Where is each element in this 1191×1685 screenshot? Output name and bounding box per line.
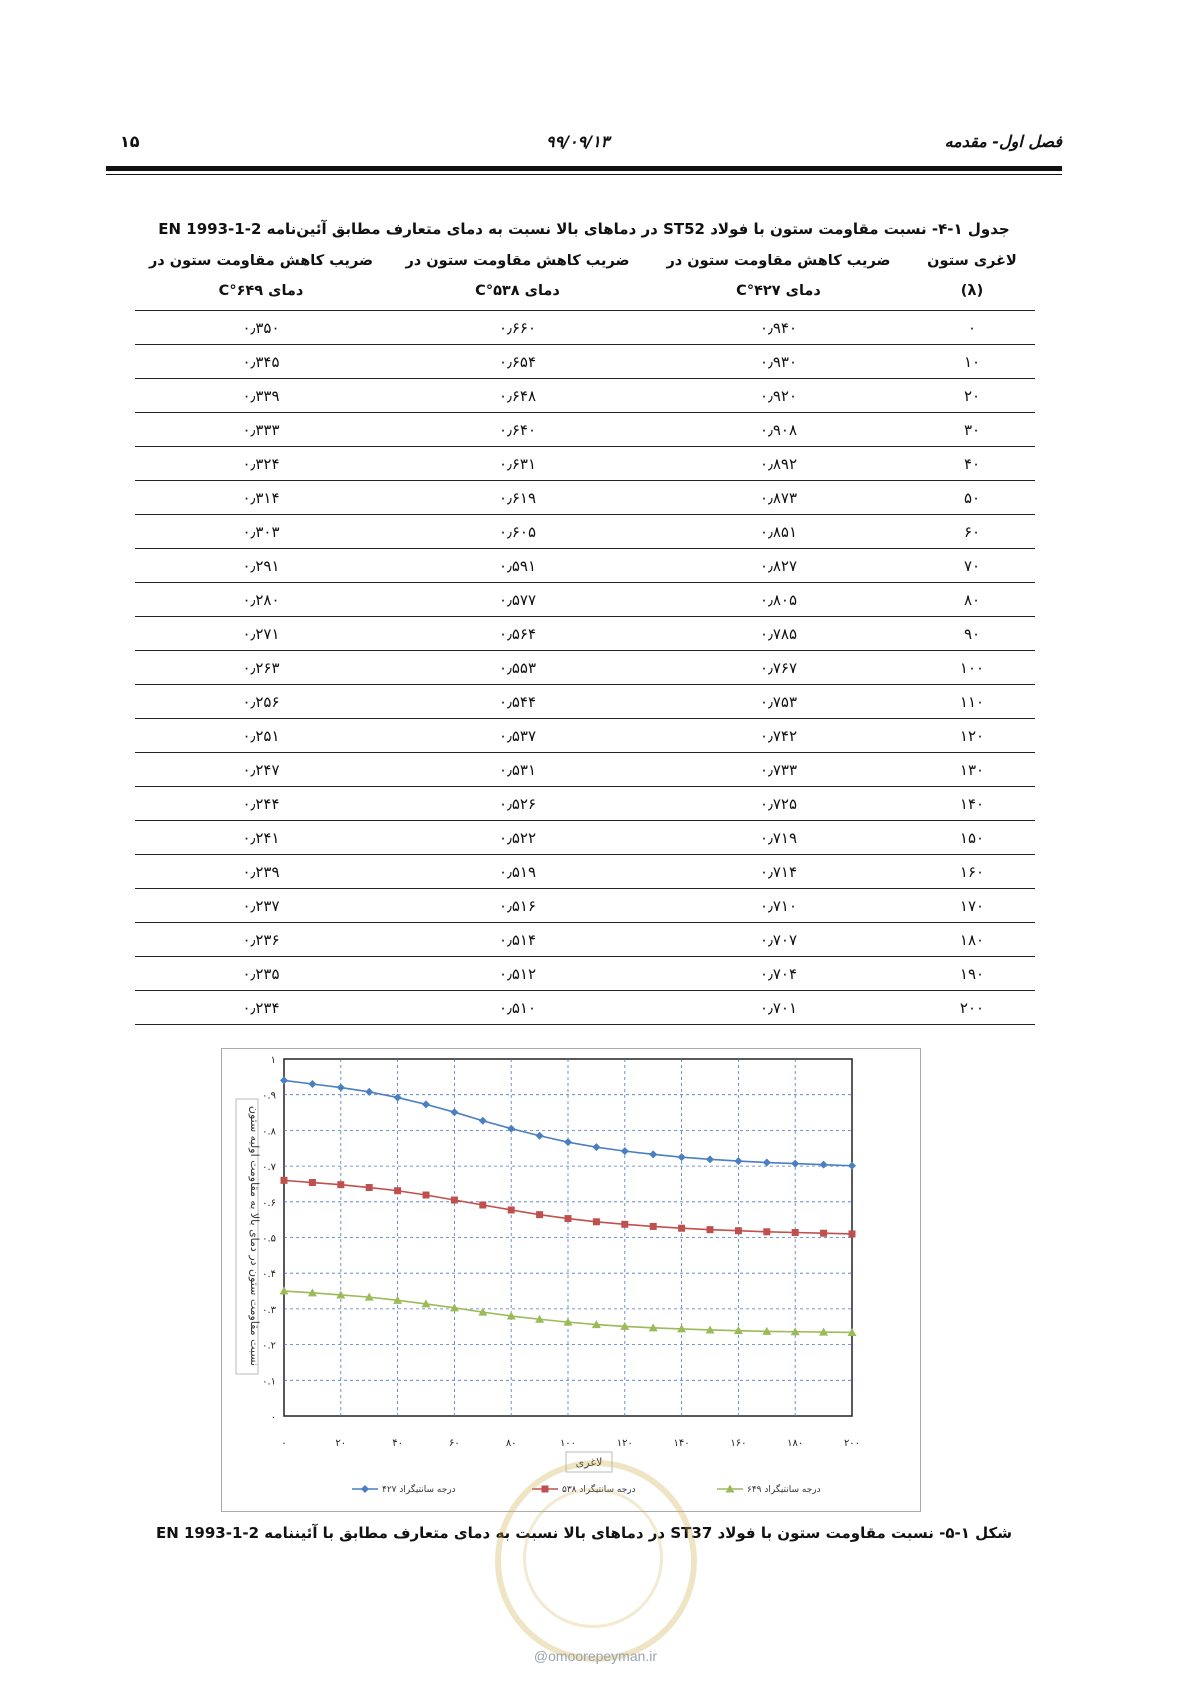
table-cell: ۰٫۵۲۶ [387, 787, 648, 821]
y-tick-label: ۰.۵ [262, 1233, 276, 1245]
table-cell: ۰٫۵۱۰ [387, 991, 648, 1025]
table-cell: ۰ [909, 311, 1035, 345]
data-point [593, 1218, 600, 1225]
table-cell: ۰٫۲۳۵ [135, 957, 387, 991]
table-cell: ۰٫۸۰۵ [648, 583, 909, 617]
data-point [479, 1202, 486, 1209]
y-tick-label: ۰.۱ [262, 1376, 276, 1388]
table-row [135, 583, 1035, 617]
table-cell: ۰٫۶۳۱ [387, 447, 648, 481]
table-cell: ۱۷۰ [909, 889, 1035, 923]
table-row [135, 413, 1035, 447]
table-row [135, 379, 1035, 413]
table-cell: ۰٫۵۱۹ [387, 855, 648, 889]
table-cell: ۰٫۲۴۴ [135, 787, 387, 821]
table-cell: ۱۰ [909, 345, 1035, 379]
table-row [135, 345, 1035, 379]
chart-frame [221, 1048, 921, 1512]
table-row [135, 753, 1035, 787]
data-point [309, 1179, 316, 1186]
table-cell: ۰٫۵۱۲ [387, 957, 648, 991]
table-cell: ۰٫۲۵۱ [135, 719, 387, 753]
table-cell: ۱۲۰ [909, 719, 1035, 753]
legend-label: ۶۴۹ درجه سانتیگراد [747, 1485, 821, 1495]
data-point [366, 1184, 373, 1191]
table-cell: ۰٫۷۴۲ [648, 719, 909, 753]
table-cell: ۹۰ [909, 617, 1035, 651]
table-cell: ۰٫۷۲۵ [648, 787, 909, 821]
table-cell: ۸۰ [909, 583, 1035, 617]
data-point [423, 1192, 430, 1199]
y-tick-label: ۰.۸ [262, 1126, 276, 1138]
table-row [135, 515, 1035, 549]
table-row [135, 719, 1035, 753]
table-header-cell: ضریب کاهش مقاومت ستون در دمای ۵۳۸°C [387, 244, 648, 311]
data-point [394, 1187, 401, 1194]
table-cell: ۷۰ [909, 549, 1035, 583]
table-cell: ۱۱۰ [909, 685, 1035, 719]
stamp-watermark-icon [495, 1460, 697, 1662]
table-cell: ۰٫۶۵۴ [387, 345, 648, 379]
header-date: ۹۹/۰۹/۱۳ [546, 132, 610, 151]
table-cell: ۰٫۷۳۳ [648, 753, 909, 787]
table-cell: ۰٫۶۶۰ [387, 311, 648, 345]
x-tick-label: ۱۴۰ [673, 1438, 690, 1449]
table-cell: ۰٫۷۰۷ [648, 923, 909, 957]
data-point [763, 1228, 770, 1235]
line-chart [222, 1049, 920, 1511]
table-cell: ۰٫۲۶۳ [135, 651, 387, 685]
table-row [135, 821, 1035, 855]
table-cell: ۱۵۰ [909, 821, 1035, 855]
table-cell: ۰٫۷۸۵ [648, 617, 909, 651]
table-cell: ۰٫۷۰۴ [648, 957, 909, 991]
x-tick-label: ۰ [281, 1438, 287, 1449]
y-tick-label: ۰.۳ [262, 1304, 276, 1316]
data-point [281, 1177, 288, 1184]
data-point [451, 1197, 458, 1204]
y-tick-label: ۰.۲ [262, 1340, 276, 1352]
table-row [135, 447, 1035, 481]
header-rule-thick [106, 166, 1062, 171]
table-cell: ۱۸۰ [909, 923, 1035, 957]
table-cell: ۱۳۰ [909, 753, 1035, 787]
table-cell: ۰٫۷۰۱ [648, 991, 909, 1025]
table-row [135, 617, 1035, 651]
figure-caption: شکل ۱-۵- نسبت مقاومت ستون با فولاد ST37 در دماهای بالا نسبت به دمای متعارف مطابق با آئیننامه EN 1993-1-2 [155, 1524, 1013, 1542]
data-point [820, 1230, 827, 1237]
table-cell: ۰٫۲۹۱ [135, 549, 387, 583]
page-header [106, 128, 1066, 158]
table-cell: ۶۰ [909, 515, 1035, 549]
table-header-cell: ضریب کاهش مقاومت ستون در دمای ۶۴۹°C [135, 244, 387, 311]
table-cell: ۰٫۷۶۷ [648, 651, 909, 685]
data-point [650, 1223, 657, 1230]
legend-label: ۴۲۷ درجه سانتیگراد [382, 1485, 456, 1495]
table-row [135, 957, 1035, 991]
data-point [508, 1207, 515, 1214]
table-cell: ۰٫۸۵۱ [648, 515, 909, 549]
y-tick-label: ۰.۷ [262, 1162, 276, 1174]
table-cell: ۲۰ [909, 379, 1035, 413]
table-cell: ۰٫۲۳۹ [135, 855, 387, 889]
table-caption: جدول ۱-۴- نسبت مقاومت ستون با فولاد ST52 در دماهای بالا نسبت به دمای متعارف مطابق آئین‌نامه EN 1993-1-2 [158, 220, 1010, 238]
legend-label: ۵۳۸ درجه سانتیگراد [562, 1485, 636, 1495]
table-cell: ۰٫۵۷۷ [387, 583, 648, 617]
table-row [135, 549, 1035, 583]
table-row [135, 889, 1035, 923]
x-tick-label: ۲۰۰ [843, 1438, 861, 1449]
site-watermark: @omoorepeyman.ir [533, 1648, 658, 1664]
table-cell: ۰٫۲۳۴ [135, 991, 387, 1025]
table-cell: ۰٫۵۳۷ [387, 719, 648, 753]
table-cell: ۰٫۷۵۳ [648, 685, 909, 719]
x-tick-label: ۸۰ [505, 1438, 517, 1449]
table-row [135, 311, 1035, 345]
table-cell: ۵۰ [909, 481, 1035, 515]
data-point [337, 1181, 344, 1188]
y-tick-label: ۰ [270, 1412, 276, 1423]
table-cell: ۰٫۵۲۲ [387, 821, 648, 855]
table-cell: ۰٫۸۹۲ [648, 447, 909, 481]
table-row [135, 685, 1035, 719]
table-cell: ۰٫۷۱۴ [648, 855, 909, 889]
table-cell: ۰٫۵۶۴ [387, 617, 648, 651]
table-cell: ۰٫۸۲۷ [648, 549, 909, 583]
table-row [135, 651, 1035, 685]
table-header-row [135, 244, 1035, 311]
table-cell: ۱۹۰ [909, 957, 1035, 991]
header-rule-thin [106, 174, 1062, 175]
data-table [135, 244, 1035, 1025]
table-cell: ۰٫۹۳۰ [648, 345, 909, 379]
data-point [565, 1215, 572, 1222]
table-cell: ۰٫۵۱۴ [387, 923, 648, 957]
y-tick-label: ۱ [270, 1055, 276, 1066]
table-row [135, 855, 1035, 889]
y-tick-label: ۰.۶ [262, 1197, 276, 1209]
table-header-cell: ضریب کاهش مقاومت ستون در دمای ۴۲۷°C [648, 244, 909, 311]
data-point [735, 1227, 742, 1234]
table-cell: ۰٫۵۵۳ [387, 651, 648, 685]
table-row [135, 787, 1035, 821]
table-cell: ۰٫۹۰۸ [648, 413, 909, 447]
table-cell: ۰٫۶۴۸ [387, 379, 648, 413]
x-tick-label: ۴۰ [392, 1438, 403, 1449]
table-cell: ۱۴۰ [909, 787, 1035, 821]
table-row [135, 481, 1035, 515]
table-cell: ۰٫۲۴۱ [135, 821, 387, 855]
table-cell: ۰٫۳۴۵ [135, 345, 387, 379]
y-tick-label: ۰.۹ [262, 1090, 276, 1102]
table-cell: ۰٫۵۴۴ [387, 685, 648, 719]
table-cell: ۰٫۸۷۳ [648, 481, 909, 515]
table-header-cell: لاغری ستون (λ) [909, 244, 1035, 311]
x-tick-label: ۱۶۰ [730, 1438, 747, 1449]
table-cell: ۳۰ [909, 413, 1035, 447]
y-tick-label: ۰.۴ [262, 1269, 276, 1281]
table-cell: ۰٫۲۷۱ [135, 617, 387, 651]
y-axis-label: نسبت مقاومت ستون در دمای بالا به مقاومت اولیه ستون [248, 1105, 261, 1367]
table-cell: ۰٫۲۵۶ [135, 685, 387, 719]
table-cell: ۰٫۳۳۳ [135, 413, 387, 447]
x-tick-label: ۲۰ [335, 1438, 347, 1449]
table-cell: ۱۶۰ [909, 855, 1035, 889]
table-cell: ۰٫۲۳۶ [135, 923, 387, 957]
legend-marker [361, 1485, 369, 1493]
table-cell: ۲۰۰ [909, 991, 1035, 1025]
table-cell: ۰٫۲۸۰ [135, 583, 387, 617]
table-cell: ۰٫۳۰۳ [135, 515, 387, 549]
table-cell: ۴۰ [909, 447, 1035, 481]
table-cell: ۰٫۵۳۱ [387, 753, 648, 787]
table-cell: ۰٫۵۱۶ [387, 889, 648, 923]
table-cell: ۰٫۹۲۰ [648, 379, 909, 413]
data-point [707, 1226, 714, 1233]
table-cell: ۱۰۰ [909, 651, 1035, 685]
x-tick-label: ۱۲۰ [616, 1438, 633, 1449]
table-cell: ۰٫۳۲۴ [135, 447, 387, 481]
x-tick-label: ۶۰ [449, 1438, 460, 1449]
table-cell: ۰٫۳۳۹ [135, 379, 387, 413]
table-cell: ۰٫۲۴۷ [135, 753, 387, 787]
table-cell: ۰٫۶۰۵ [387, 515, 648, 549]
data-point [621, 1221, 628, 1228]
table-cell: ۰٫۶۴۰ [387, 413, 648, 447]
x-tick-label: ۱۰۰ [559, 1438, 577, 1449]
table-cell: ۰٫۳۱۴ [135, 481, 387, 515]
table-cell: ۰٫۵۹۱ [387, 549, 648, 583]
table-cell: ۰٫۷۱۹ [648, 821, 909, 855]
data-point [678, 1225, 685, 1232]
x-tick-label: ۱۸۰ [787, 1438, 804, 1449]
data-point [792, 1229, 799, 1236]
table-row [135, 923, 1035, 957]
table-cell: ۰٫۲۳۷ [135, 889, 387, 923]
page-number: ۱۵ [120, 132, 140, 151]
table-cell: ۰٫۳۵۰ [135, 311, 387, 345]
chapter-title: فصل اول- مقدمه [944, 132, 1062, 151]
table-cell: ۰٫۶۱۹ [387, 481, 648, 515]
data-point [849, 1230, 856, 1237]
table-cell: ۰٫۹۴۰ [648, 311, 909, 345]
table-row [135, 991, 1035, 1025]
data-point [536, 1211, 543, 1218]
x-axis-label: لاغری [575, 1456, 603, 1469]
table-cell: ۰٫۷۱۰ [648, 889, 909, 923]
